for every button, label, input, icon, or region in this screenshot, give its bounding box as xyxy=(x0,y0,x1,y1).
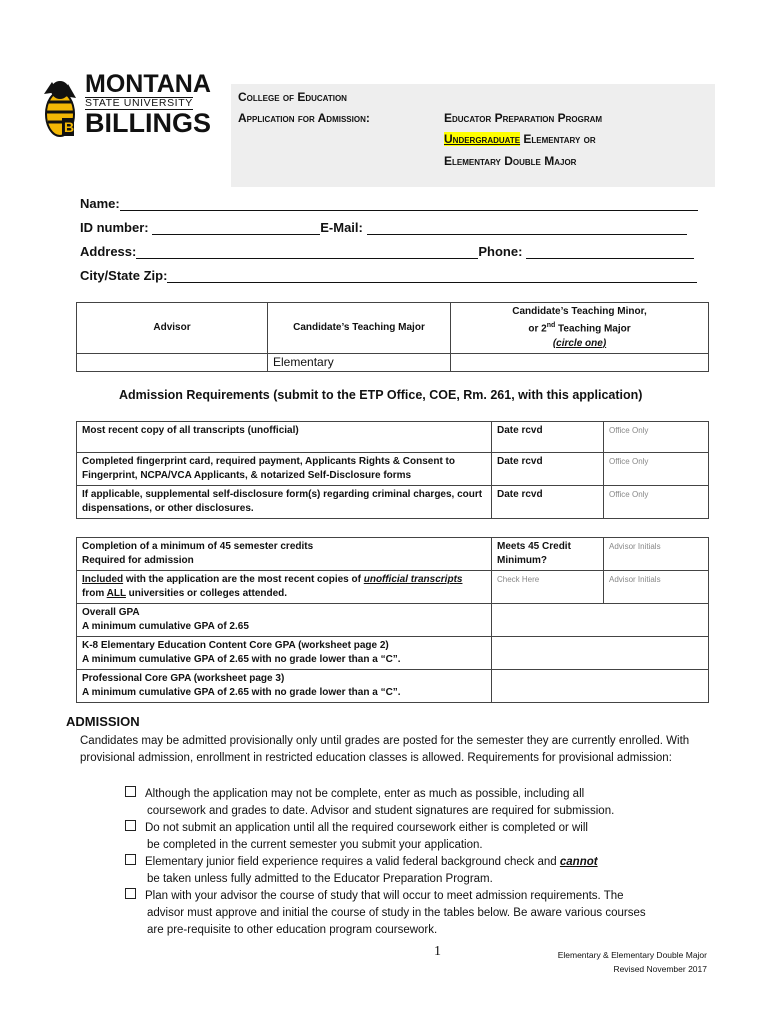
cannot-word: cannot xyxy=(559,856,598,868)
name-field[interactable] xyxy=(120,197,698,211)
program-line3: Elementary Double Major xyxy=(444,154,577,168)
overall-gpa-line1: Overall GPA xyxy=(82,607,140,618)
circle-one: (circle one) xyxy=(552,337,607,349)
checkbox[interactable] xyxy=(125,820,136,831)
id-email-row xyxy=(80,220,687,235)
requirements-table-2 xyxy=(76,537,709,703)
list-item xyxy=(125,854,705,888)
list-item xyxy=(125,888,705,939)
application-label: Application for Admission: xyxy=(238,111,370,125)
date-rcvd-label: Date rcvd xyxy=(492,453,604,486)
checkbox[interactable] xyxy=(125,888,136,899)
teaching-major-header: Candidate’s Teaching Major xyxy=(268,303,451,354)
content-core-gpa-line2: A minimum cumulative GPA of 2.65 with no grade lower than a “C”. xyxy=(82,654,401,665)
office-only-cell: Office Only xyxy=(604,453,709,486)
table-row xyxy=(77,637,709,670)
overall-gpa-line2: A minimum cumulative GPA of 2.65 xyxy=(82,621,249,632)
bullet4-line2: advisor must approve and initial the course of study in the tables below. Be aware various courses xyxy=(147,907,646,919)
logo-billings: BILLINGS xyxy=(85,108,211,138)
bullet3-line1: Elementary junior field experience requires a valid federal background check and xyxy=(145,856,560,868)
address-phone-row xyxy=(80,244,694,259)
teaching-minor-cell[interactable] xyxy=(451,354,709,372)
email-field[interactable] xyxy=(367,221,687,235)
table-row xyxy=(77,670,709,703)
footer-line1: Elementary & Elementary Double Major xyxy=(557,950,707,960)
unofficial-transcripts-word: unofficial transcripts xyxy=(363,574,463,585)
req-unofficial-transcripts xyxy=(77,571,492,604)
logo-montana: MONTANA xyxy=(85,70,211,98)
bullet3-line2: be taken unless fully admitted to the Educator Preparation Program. xyxy=(147,873,493,885)
bullet2-line2: be completed in the current semester you submit your application. xyxy=(147,839,483,851)
list-item xyxy=(125,820,705,854)
date-rcvd-label: Date rcvd xyxy=(492,422,604,453)
req-transcripts-text-a: with the application are the most recent copies of xyxy=(123,574,364,585)
admission-intro: Candidates may be admitted provisionally only until grades are posted for the semester they are currently enrolled. With provisional admission, enrollment in restricted education classes is allowed. Requirements for provisional admission: xyxy=(80,735,690,764)
requirements-table-1 xyxy=(76,421,709,519)
college-title: College of Education xyxy=(238,90,347,104)
table-row xyxy=(77,604,709,637)
header-box xyxy=(231,84,715,187)
content-core-gpa-line1: K-8 Elementary Education Content Core GPA (worksheet page 2) xyxy=(82,640,389,651)
address-field[interactable] xyxy=(136,245,478,259)
program-title: Educator Preparation Program xyxy=(444,111,603,125)
advisor-initials-cell[interactable]: Advisor Initials xyxy=(604,538,709,571)
undergraduate-highlight: Undergraduate xyxy=(444,132,521,146)
professional-core-gpa-line1: Professional Core GPA (worksheet page 3) xyxy=(82,673,285,684)
minor-rest: Teaching Major xyxy=(555,323,631,335)
professional-core-gpa-line2: A minimum cumulative GPA of 2.65 with no grade lower than a “C”. xyxy=(82,687,401,698)
email-label: E-Mail: xyxy=(320,220,363,235)
all-word: ALL xyxy=(106,588,126,599)
name-label: Name: xyxy=(80,196,120,211)
phone-label: Phone: xyxy=(478,244,523,259)
req-transcripts-text-c: universities or colleges attended. xyxy=(125,588,288,599)
table-row xyxy=(77,422,709,453)
advisor-cell[interactable] xyxy=(77,354,268,372)
req-45-credits-line1: Completion of a minimum of 45 semester credits xyxy=(82,541,314,552)
bullet4-line3: are pre-requisite to other education program coursework. xyxy=(147,924,438,936)
req-transcripts: Most recent copy of all transcripts (unofficial) xyxy=(77,422,492,453)
teaching-minor-header xyxy=(451,303,709,354)
req-self-disclosure: If applicable, supplemental self-disclosure form(s) regarding criminal charges, court dispensations, or other disclosures. xyxy=(77,486,492,519)
date-rcvd-label: Date rcvd xyxy=(492,486,604,519)
advisor-initials-cell[interactable]: Advisor Initials xyxy=(604,571,709,604)
meets-45-credit-label: Meets 45 Credit Minimum? xyxy=(492,538,604,571)
svg-text:B: B xyxy=(64,119,75,135)
req-transcripts-text-b: from xyxy=(82,588,107,599)
phone-field[interactable] xyxy=(526,245,694,259)
name-row xyxy=(80,196,698,211)
advisor-table xyxy=(76,302,709,372)
included-word: Included xyxy=(82,574,124,585)
minor-header-line2 xyxy=(456,319,703,336)
requirements-heading: Admission Requirements (submit to the ETP Office, COE, Rm. 261, with this application) xyxy=(119,388,643,402)
program-rest: Elementary or xyxy=(520,132,596,146)
req-overall-gpa xyxy=(77,604,492,637)
admission-title: ADMISSION xyxy=(66,714,140,729)
table-row xyxy=(77,538,709,571)
address-label: Address: xyxy=(80,244,137,259)
id-number-field[interactable] xyxy=(152,221,320,235)
check-here-cell[interactable]: Check Here xyxy=(492,571,604,604)
minor-or: or 2 xyxy=(528,323,547,335)
advisor-header: Advisor xyxy=(77,303,268,354)
footer-line2: Revised November 2017 xyxy=(613,964,707,974)
bullet2-line1: Do not submit an application until all the required coursework either is completed or will xyxy=(145,822,588,834)
city-row xyxy=(80,268,697,283)
req-fingerprint: Completed fingerprint card, required payment, Applicants Rights & Consent to Fingerprint, NCPA/VCA Applicants, & notarized Self-Disclosure forms xyxy=(77,453,492,486)
req-professional-core-gpa xyxy=(77,670,492,703)
office-only-cell: Office Only xyxy=(604,422,709,453)
footer-note xyxy=(558,948,707,976)
req-45-credits xyxy=(77,538,492,571)
city-state-zip-field[interactable] xyxy=(167,269,697,283)
logo-state-university: STATE UNIVERSITY xyxy=(85,97,193,109)
bullet1-line1: Although the application may not be complete, enter as much as possible, including all xyxy=(145,788,585,800)
content-core-gpa-value-cell[interactable] xyxy=(492,637,709,670)
minor-header-line1: Candidate’s Teaching Minor, xyxy=(512,306,647,318)
table-row xyxy=(77,571,709,604)
professional-core-gpa-value-cell[interactable] xyxy=(492,670,709,703)
overall-gpa-value-cell[interactable] xyxy=(492,604,709,637)
office-only-cell: Office Only xyxy=(604,486,709,519)
city-label: City/State Zip: xyxy=(80,268,168,283)
bullet1-line2: coursework and grades to date. Advisor and student signatures are required for submission. xyxy=(147,805,615,817)
list-item xyxy=(125,786,705,820)
checkbox[interactable] xyxy=(125,854,136,865)
university-logo xyxy=(40,72,225,142)
req-45-credits-line2: Required for admission xyxy=(82,555,194,566)
req-content-core-gpa xyxy=(77,637,492,670)
program-line2 xyxy=(444,131,596,147)
bullet4-line1: Plan with your advisor the course of study that will occur to meet admission requirements. The xyxy=(145,890,624,902)
teaching-major-cell[interactable]: Elementary xyxy=(268,354,451,372)
page-number: 1 xyxy=(434,944,441,959)
id-label: ID number: xyxy=(80,220,149,235)
minor-sup: nd xyxy=(546,322,556,330)
table-row xyxy=(77,453,709,486)
table-row xyxy=(77,486,709,519)
checkbox[interactable] xyxy=(125,786,136,797)
